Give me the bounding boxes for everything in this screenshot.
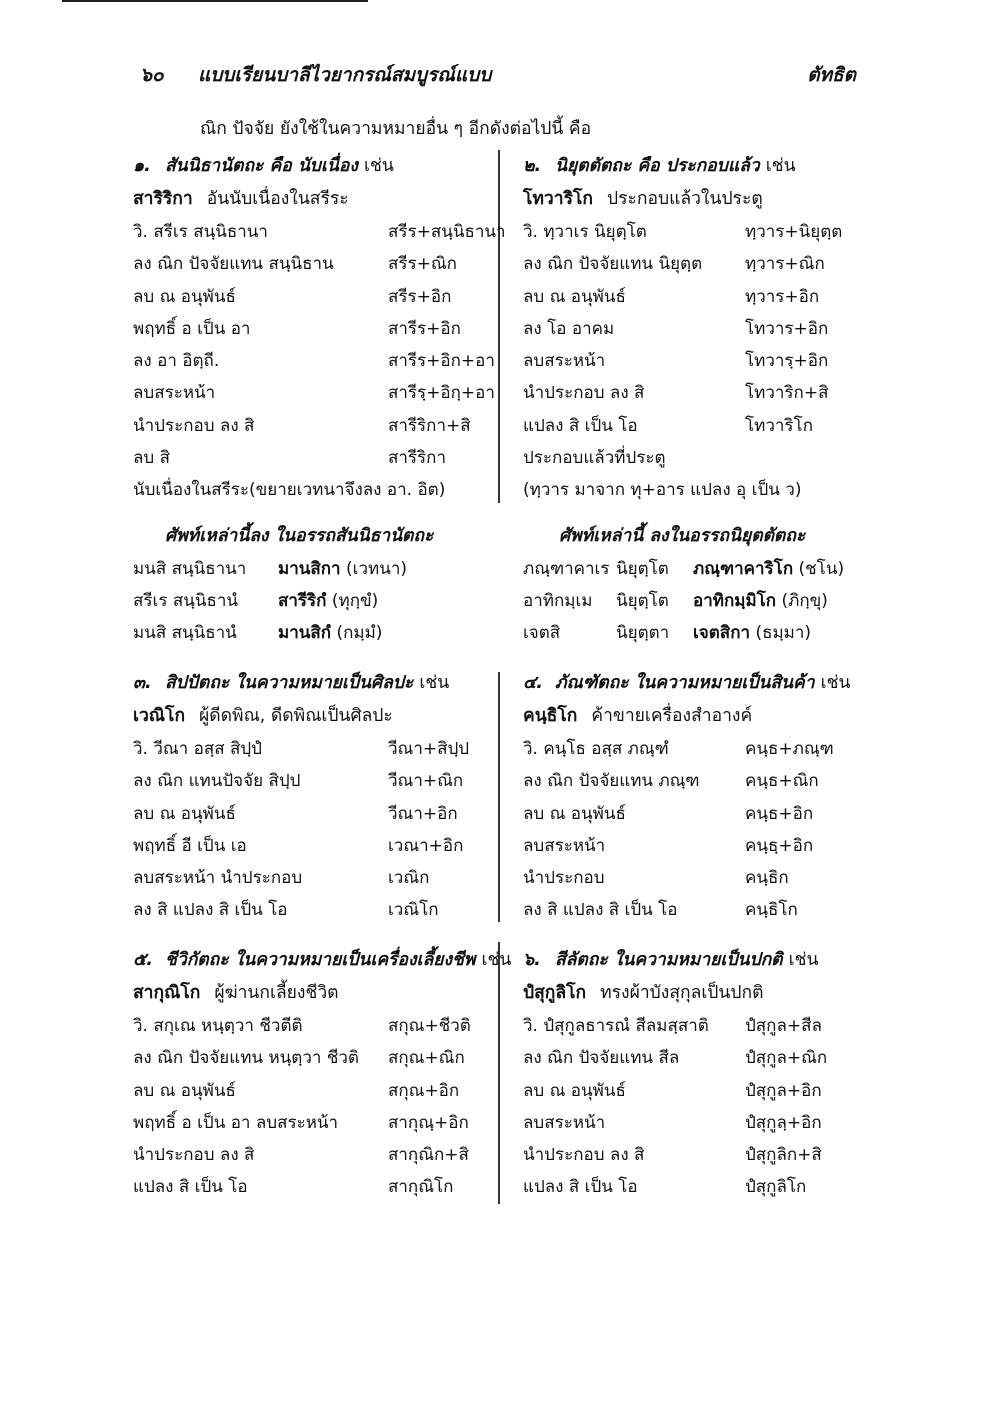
step-result: สารีริกา bbox=[388, 448, 447, 469]
derivation-step bbox=[523, 410, 853, 442]
derivation-step bbox=[133, 765, 495, 797]
derivation-step bbox=[133, 442, 495, 474]
block-silattha bbox=[523, 944, 853, 1204]
example-word: ปํสุกูลิโก bbox=[523, 983, 587, 1003]
step-result: คนฺธิก bbox=[745, 868, 789, 889]
step-result: วีณา+สิปฺป bbox=[388, 739, 470, 759]
example-word: สากุณิโก bbox=[133, 983, 201, 1003]
step-result: สารีร+อิก bbox=[388, 318, 461, 339]
example-row bbox=[523, 553, 853, 585]
step-operation: วิ. คนฺโธ อสฺส ภณฺฑํ bbox=[523, 739, 669, 759]
step-result: โทวาริก+สิ bbox=[745, 383, 829, 404]
example-gloss: ประกอบแล้วในประตู bbox=[606, 189, 763, 209]
derivation-step bbox=[523, 1139, 853, 1171]
step-operation: นำประกอบ ลง สิ bbox=[133, 415, 255, 436]
block-heading bbox=[523, 944, 853, 977]
book-title: แบบเรียนบาลีไวยากรณ์สมบูรณ์แบบ bbox=[198, 64, 492, 86]
step-operation: ลง ณิก ปัจจัยแทน ภณฺฑ bbox=[523, 771, 700, 792]
step-result: สกุณ+ชีวติ bbox=[388, 1016, 471, 1036]
step-operation: ลง อา อิตฺถี. bbox=[133, 351, 220, 372]
step-operation: ลง ณิก ปัจจัยแทน สนฺนิธาน bbox=[133, 254, 334, 275]
example-word: เวณิโก bbox=[133, 706, 186, 726]
example-referent: (เวทนา) bbox=[346, 558, 407, 579]
block-title: สีลัตถะ ในความหมายเป็นปกติ bbox=[555, 950, 783, 970]
block-heading bbox=[523, 150, 853, 183]
step-operation: ลง ณิก ปัจจัยแทน หนฺตฺวา ชีวติ bbox=[133, 1048, 359, 1069]
step-result: โทวารฺ+อิก bbox=[745, 351, 829, 372]
step-result: คนฺธ+ณิก bbox=[745, 771, 819, 792]
block-heading bbox=[133, 944, 512, 977]
block-cue: เช่น bbox=[820, 673, 851, 693]
example-row bbox=[133, 617, 495, 649]
step-operation: วิ. วีณา อสฺส สิปฺปํ bbox=[133, 739, 262, 759]
step-operation: ลบ ณ อนุพันธ์ bbox=[523, 286, 626, 307]
step-result: เวณา+อิก bbox=[388, 835, 464, 856]
block-number: ๖. bbox=[523, 950, 541, 970]
derivation-step bbox=[133, 216, 506, 248]
section-title: ตัทธิต bbox=[807, 64, 856, 86]
page-number: ๖๐ bbox=[140, 64, 164, 86]
example-gloss: อันนับเนื่องในสรีระ bbox=[206, 189, 349, 209]
example-referent: (ชโน) bbox=[798, 558, 845, 579]
step-operation: ลง สิ แปลง สิ เป็น โอ bbox=[523, 900, 678, 921]
step-result: สากุณิก+สิ bbox=[388, 1145, 469, 1166]
derivation-step bbox=[523, 281, 853, 313]
step-operation: แปลง สิ เป็น โอ bbox=[523, 1177, 638, 1198]
example-base: ภณฺฑาคาเร bbox=[523, 558, 610, 579]
derivation-step bbox=[523, 1010, 853, 1042]
step-operation: ลบ ณ อนุพันธ์ bbox=[523, 1080, 626, 1101]
example-word-line bbox=[523, 977, 853, 1010]
step-result: สารีร+อิก+อา bbox=[388, 351, 495, 372]
column-divider bbox=[498, 672, 500, 922]
step-result: โทวาร+อิก bbox=[745, 318, 829, 339]
derivation-step bbox=[523, 377, 853, 409]
step-operation: วิ. ทฺวาเร นิยุตฺโต bbox=[523, 222, 647, 242]
column-divider bbox=[498, 942, 500, 1204]
block-number: ๓. bbox=[133, 673, 152, 693]
step-operation: ลบ ณ อนุพันธ์ bbox=[133, 286, 236, 307]
block-number: ๑. bbox=[133, 156, 151, 176]
derivation-step bbox=[523, 313, 853, 345]
derivation-step bbox=[133, 1139, 495, 1171]
step-result: คนฺธ+ภณฺฑ bbox=[745, 739, 834, 759]
step-result: ปํสุกูลิโก bbox=[745, 1177, 807, 1198]
example-derived: สารีริกํ bbox=[278, 590, 327, 611]
step-result: สากุณิโก bbox=[388, 1177, 454, 1198]
example-word-line bbox=[133, 977, 495, 1010]
derivation-step bbox=[133, 1107, 495, 1139]
step-result: ทฺวาร+นิยุตฺต bbox=[745, 222, 843, 242]
block-number: ๕. bbox=[133, 950, 153, 970]
step-result: สากุณฺ+อิก bbox=[388, 1112, 469, 1133]
step-result: สรีร+ณิก bbox=[388, 254, 457, 275]
block-heading bbox=[133, 150, 495, 183]
example-row bbox=[523, 585, 853, 617]
step-result: เวณิโก bbox=[388, 900, 439, 921]
derivation-step bbox=[523, 894, 853, 926]
step-result: ปํสุกูลฺ+อิก bbox=[745, 1112, 822, 1133]
example-row bbox=[523, 617, 853, 649]
derivation-step bbox=[523, 862, 853, 894]
example-referent: (ธมฺมา) bbox=[755, 623, 812, 644]
step-result: ปํสุกูล+สีล bbox=[745, 1016, 822, 1036]
step-operation: ลง ณิก ปัจจัยแทน สีล bbox=[523, 1048, 680, 1069]
intro-text: ณิก ปัจจัย ยังใช้ในความหมายอื่น ๆ อีกดังต่อไปนี้ คือ bbox=[200, 119, 592, 139]
step-operation: ลง ณิก แทนปัจจัย สิปฺป bbox=[133, 771, 301, 792]
step-operation: พฤทธิ์ อี เป็น เอ bbox=[133, 835, 247, 856]
step-result: สรีร+สนฺนิธานา bbox=[388, 222, 506, 242]
step-operation: ลบสระหน้า นำประกอบ bbox=[133, 868, 303, 889]
example-derived: อาทิกมฺมิโก bbox=[693, 590, 777, 611]
block-cue: เช่น bbox=[481, 950, 512, 970]
step-result: โทวาริโก bbox=[745, 415, 813, 436]
step-operation: วิ. สกุเณ หนฺตฺวา ชีวตีติ bbox=[133, 1016, 303, 1036]
step-operation: แปลง สิ เป็น โอ bbox=[133, 1177, 248, 1198]
step-result: เวณิก bbox=[388, 868, 430, 889]
derivation-step bbox=[523, 248, 853, 280]
derivation-step bbox=[133, 733, 495, 765]
derivation-step bbox=[133, 830, 495, 862]
step-result: ทฺวาร+อิก bbox=[745, 286, 820, 307]
derivation-step bbox=[523, 1042, 853, 1074]
example-derived: เจตสิกา bbox=[693, 623, 751, 644]
step-operation: ลง สิ แปลง สิ เป็น โอ bbox=[133, 900, 288, 921]
example-word: สาริริกา bbox=[133, 189, 193, 209]
example-base: อาทิกมฺเม bbox=[523, 590, 593, 611]
step-result: สกุณ+อิก bbox=[388, 1080, 460, 1101]
step-result: สารีริกา+สิ bbox=[388, 415, 471, 436]
step-result: สารีรฺ+อิกฺ+อา bbox=[388, 383, 495, 404]
step-result: วีณา+ณิก bbox=[388, 771, 464, 792]
block-cue: เช่น bbox=[419, 673, 450, 693]
example-derived: มานสิกํ bbox=[278, 623, 332, 644]
step-operation: วิ. ปํสุกูลธารณํ สีลมสฺสาติ bbox=[523, 1016, 709, 1036]
derivation-step bbox=[133, 377, 495, 409]
example-meaning: นิยุตฺโต bbox=[616, 590, 669, 611]
example-word: โทวาริโก bbox=[523, 189, 593, 209]
derivation-step bbox=[523, 1075, 853, 1107]
example-word-line bbox=[133, 700, 495, 733]
step-operation: ลบ ณ อนุพันธ์ bbox=[523, 803, 626, 824]
derivation-step bbox=[523, 345, 853, 377]
step-operation: ลบสระหน้า bbox=[133, 383, 216, 404]
block-number: ๔. bbox=[523, 673, 543, 693]
step-operation: พฤทธิ์ อ เป็น อา bbox=[133, 318, 251, 339]
example-base: มนสิ สนฺนิธานํ bbox=[133, 623, 237, 644]
example-gloss: ผู้ฆ่านกเลี้ยงชีวิต bbox=[214, 983, 339, 1003]
step-result: ปํสุกูลิก+สิ bbox=[745, 1145, 822, 1166]
block-note: นับเนื่องในสรีระ(ขยายเวทนาจึงลง อา. อิต) bbox=[133, 480, 446, 501]
example-base: มนสิ สนฺนิธานา bbox=[133, 558, 247, 579]
step-operation: ลบสระหน้า bbox=[523, 835, 606, 856]
block-jivikattha bbox=[133, 944, 512, 1204]
example-word-line bbox=[133, 183, 495, 216]
step-result: ปํสุกูล+อิก bbox=[745, 1080, 822, 1101]
block-cue: เช่น bbox=[788, 950, 819, 970]
derivation-step bbox=[133, 862, 495, 894]
block-sannidhanattha bbox=[133, 150, 506, 650]
step-result: ทฺวาร+ณิก bbox=[745, 254, 825, 275]
block-heading bbox=[523, 667, 853, 700]
step-operation: ลง โอ อาคม bbox=[523, 318, 615, 339]
column-divider bbox=[498, 150, 500, 503]
block-cue: เช่น bbox=[765, 156, 796, 176]
derivation-step bbox=[133, 1010, 495, 1042]
step-operation: ลบ ณ อนุพันธ์ bbox=[133, 1080, 236, 1101]
step-result: คนฺธิโก bbox=[745, 900, 798, 921]
derivation-step bbox=[523, 733, 853, 765]
step-operation: ลบ ณ อนุพันธ์ bbox=[133, 803, 236, 824]
step-operation: ลง ณิก ปัจจัยแทน นิยุตฺต bbox=[523, 254, 703, 275]
block-number: ๒. bbox=[523, 156, 542, 176]
step-operation: พฤทธิ์ อ เป็น อา ลบสระหน้า bbox=[133, 1112, 339, 1133]
derivation-step bbox=[133, 894, 495, 926]
block-sippattha bbox=[133, 667, 495, 927]
derivation-step bbox=[133, 313, 495, 345]
derivation-step bbox=[523, 1107, 853, 1139]
step-operation: นำประกอบ ลง สิ bbox=[133, 1145, 255, 1166]
example-meaning: นิยุตฺตา bbox=[616, 623, 670, 644]
examples-heading: ศัพท์เหล่านี้ลง ในอรรถสันนิธานัตถะ bbox=[165, 525, 434, 546]
example-referent: (ทุกฺขํ) bbox=[331, 590, 379, 611]
example-gloss: ทรงผ้าบังสุกุลเป็นปกติ bbox=[600, 983, 764, 1003]
example-referent: (กมฺมํ) bbox=[336, 623, 383, 644]
derivation-step bbox=[133, 345, 495, 377]
step-operation: แปลง สิ เป็น โอ bbox=[523, 415, 638, 436]
derivation-step bbox=[133, 410, 495, 442]
example-base: เจตสิ bbox=[523, 623, 561, 644]
derivation-step bbox=[523, 830, 853, 862]
block-title: ภัณฑัตถะ ในความหมายเป็นสินค้า bbox=[555, 673, 815, 693]
example-row bbox=[133, 553, 495, 585]
step-operation: นำประกอบ ลง สิ bbox=[523, 1145, 645, 1166]
derivation-step bbox=[523, 1171, 853, 1203]
top-rule bbox=[62, 0, 368, 2]
step-operation: วิ. สรีเร สนฺนิธานา bbox=[133, 222, 268, 242]
step-result: ปํสุกูล+ณิก bbox=[745, 1048, 828, 1069]
example-gloss: ผู้ดีดพิณ, ดีดพิณเป็นศิลปะ bbox=[199, 706, 393, 726]
example-gloss: ค้าขายเครื่องสำอางค์ bbox=[591, 706, 753, 726]
example-meaning: นิยุตฺโต bbox=[616, 558, 669, 579]
example-base: สรีเร สนฺนิธานํ bbox=[133, 590, 239, 611]
step-operation: นำประกอบ ลง สิ bbox=[523, 383, 645, 404]
step-operation: ลบ สิ bbox=[133, 448, 170, 469]
derivation-step bbox=[133, 281, 495, 313]
example-word-line bbox=[523, 183, 853, 216]
example-derived: ภณฺฑาคาริโก bbox=[693, 558, 794, 579]
step-result: คนฺธฺ+อิก bbox=[745, 835, 814, 856]
derivation-step bbox=[133, 798, 495, 830]
step-result: วีณา+อิก bbox=[388, 803, 458, 824]
block-note: ประกอบแล้วที่ประตู bbox=[523, 448, 666, 469]
page-header bbox=[140, 60, 856, 90]
example-word-line bbox=[523, 700, 853, 733]
example-word: คนฺธิโก bbox=[523, 706, 578, 726]
derivation-step bbox=[523, 765, 853, 797]
block-title: ชีวิกัตถะ ในความหมายเป็นเครื่องเลี้ยงชีพ bbox=[165, 950, 476, 970]
block-cue: เช่น bbox=[364, 156, 394, 176]
derivation-step bbox=[133, 1075, 495, 1107]
block-note: (ทฺวาร มาจาก ทุ+อาร แปลง อุ เป็น ว) bbox=[523, 480, 802, 501]
example-derived: มานสิกา bbox=[278, 558, 341, 579]
derivation-step bbox=[523, 216, 853, 248]
step-operation: ลบสระหน้า bbox=[523, 351, 606, 372]
block-title: นิยุตตัตถะ คือ ประกอบแล้ว bbox=[555, 156, 760, 176]
derivation-step bbox=[133, 248, 495, 280]
step-result: สกุณ+ณิก bbox=[388, 1048, 465, 1069]
derivation-step bbox=[133, 1171, 495, 1203]
example-row bbox=[133, 585, 495, 617]
step-result: สรีร+อิก bbox=[388, 286, 452, 307]
block-title: สิปปัตถะ ในความหมายเป็นศิลปะ bbox=[165, 673, 414, 693]
example-referent: (ภิกฺขุ) bbox=[781, 590, 828, 611]
derivation-step bbox=[523, 798, 853, 830]
derivation-step bbox=[133, 1042, 495, 1074]
block-heading bbox=[133, 667, 495, 700]
step-operation: นำประกอบ bbox=[523, 868, 605, 889]
block-bhandattha bbox=[523, 667, 853, 927]
examples-heading: ศัพท์เหล่านี้ ลงในอรรถนิยุตตัตถะ bbox=[559, 525, 806, 546]
step-result: คนฺธ+อิก bbox=[745, 803, 814, 824]
step-operation: ลบสระหน้า bbox=[523, 1112, 606, 1133]
block-niyuttattha bbox=[523, 150, 853, 650]
block-title: สันนิธานัตถะ คือ นับเนื่อง bbox=[165, 156, 358, 176]
